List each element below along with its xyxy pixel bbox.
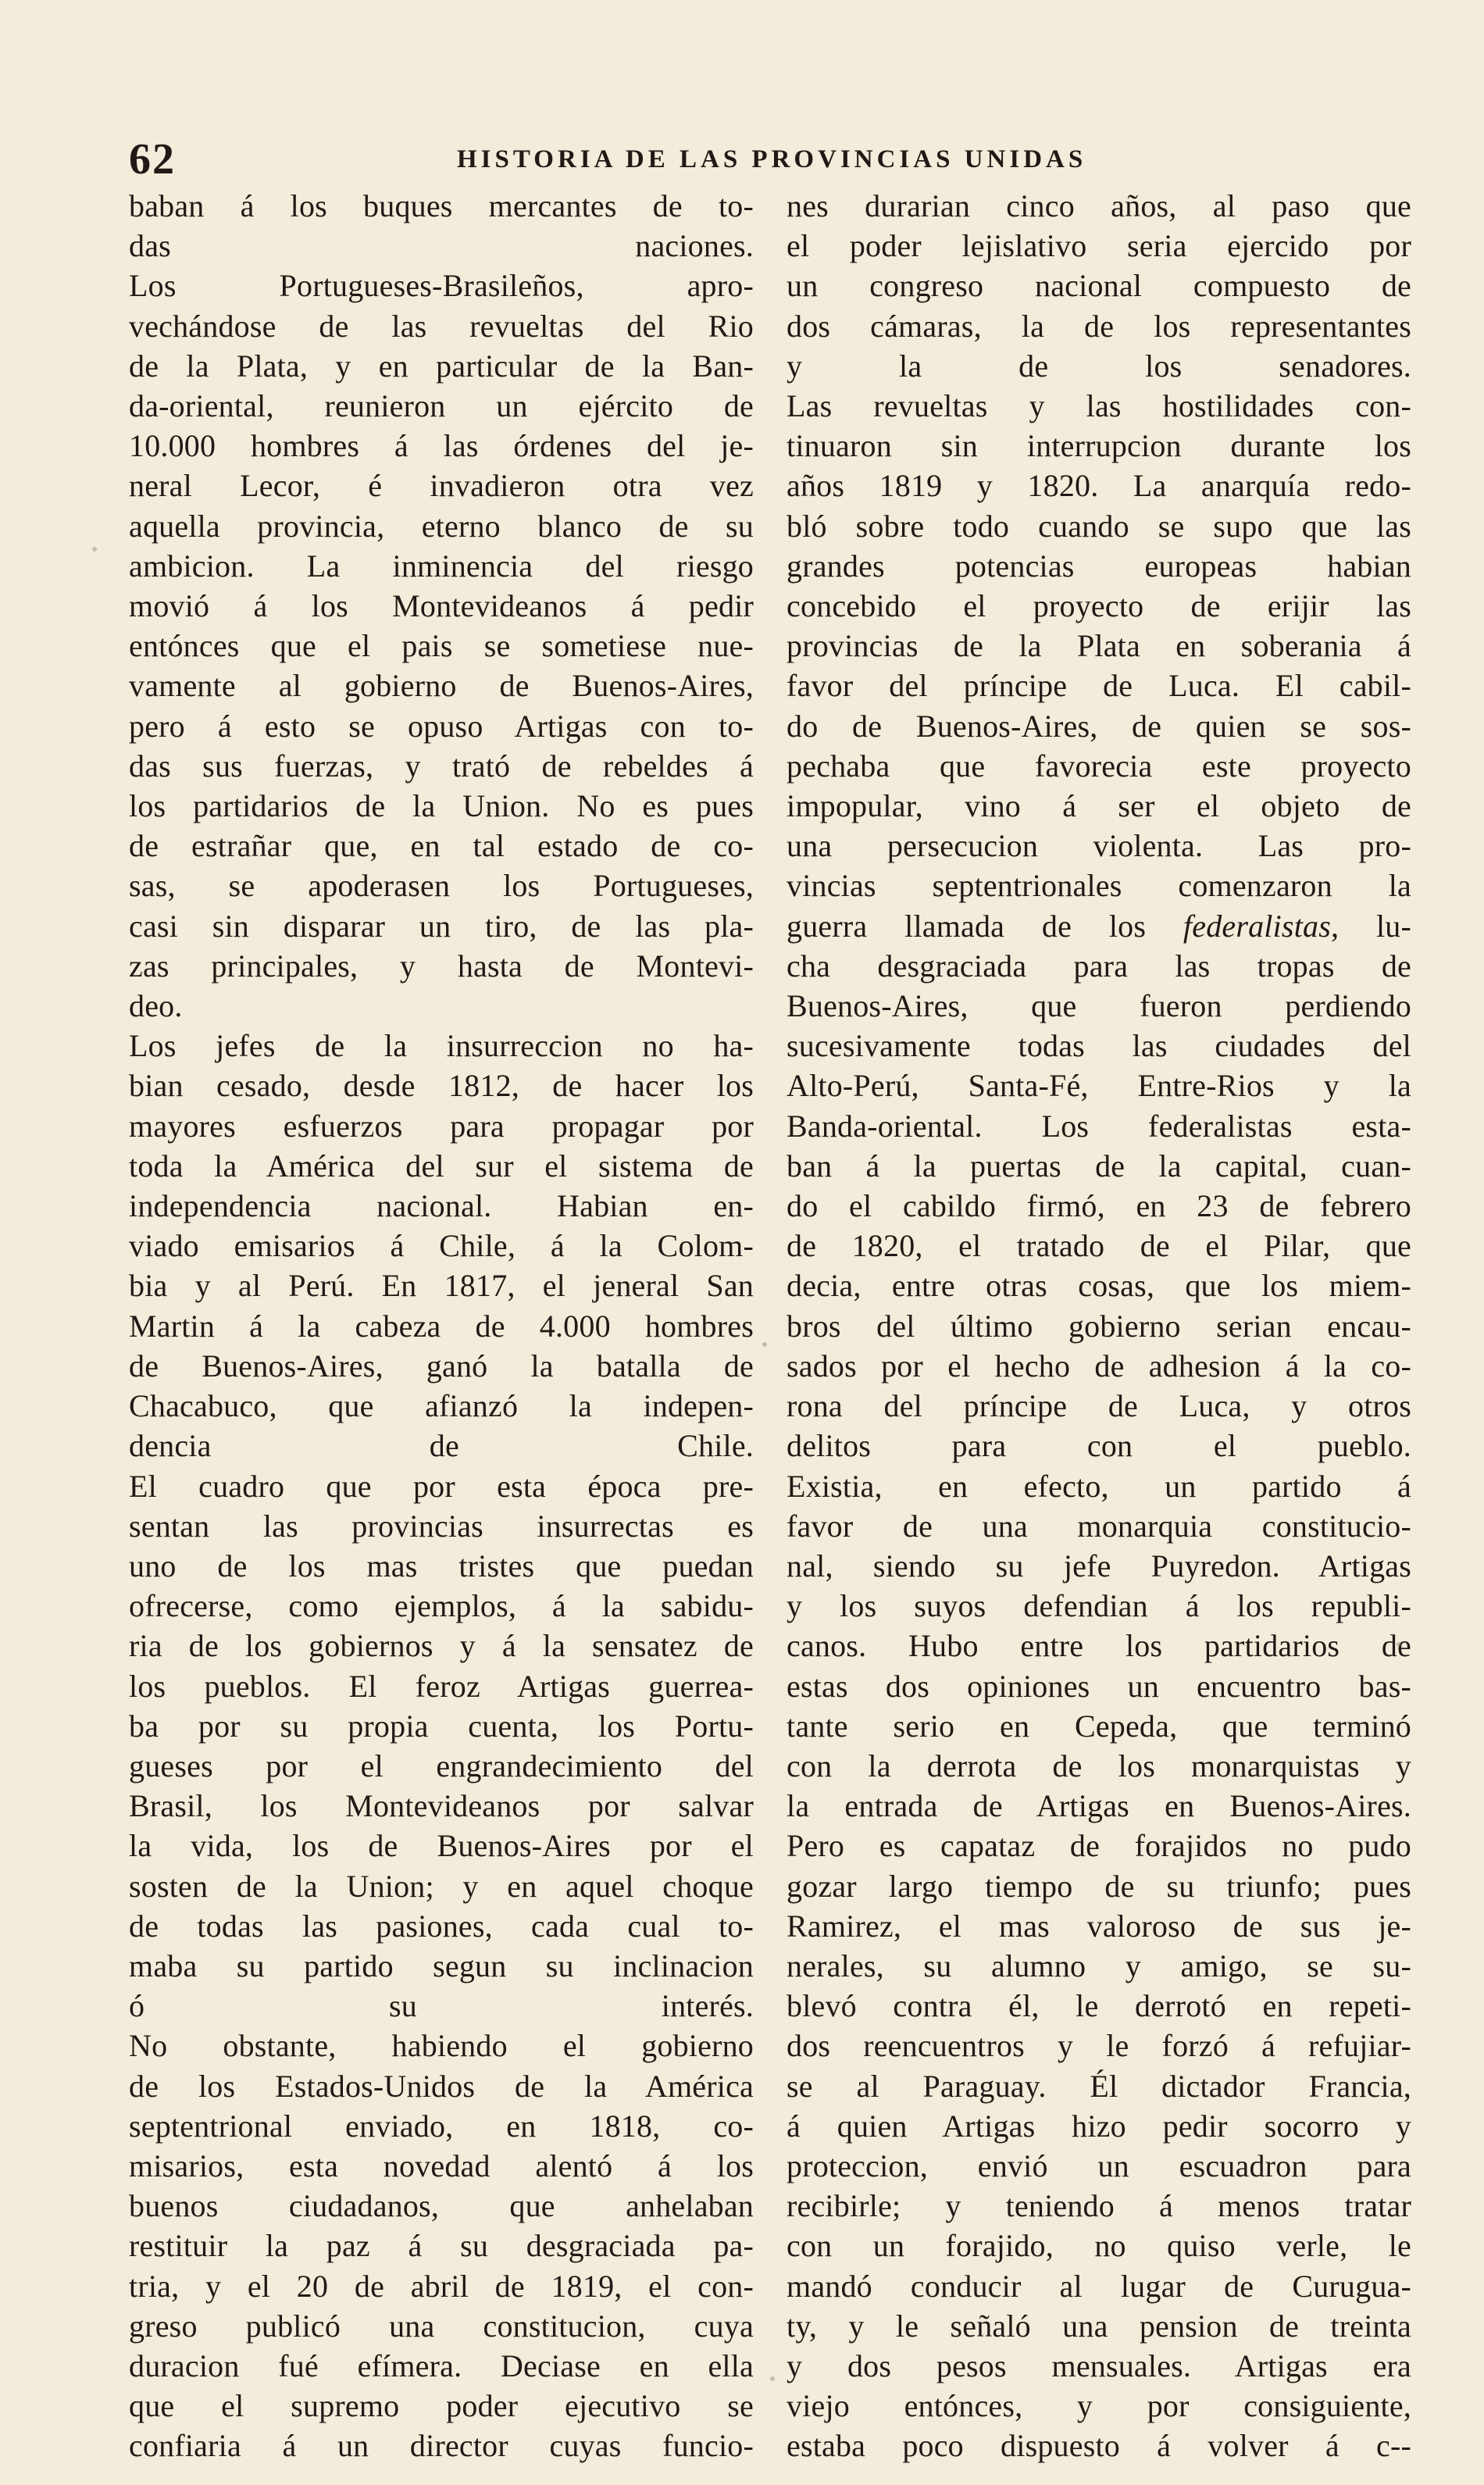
- paragraph: baban á los buques mercantes de to- das naciones.: [129, 188, 754, 264]
- italic-term: federalistas: [1183, 908, 1331, 944]
- page-header: [129, 134, 1371, 184]
- paper-speck: [770, 2376, 775, 2381]
- paragraph: [787, 386, 1411, 1466]
- paragraph: El cuadro que por esta época pre- sentan las provincias insurrectas es uno de los mas tristes que puedan ofrecerse, como ejemplos, á la sabidu- ria de los gobiernos y á la sensatez de los pueblos. El feroz Artigas guerrea- ba por su propia cuenta, los Portu- gueses por el engrandecimiento del Brasil, los Montevideanos por salvar la vida, los de Buenos-Aires por el sosten de la Union; y en aquel choque de todas las pasiones, cada cual to- maba su partido segun su inclinacion ó su interés.: [129, 1468, 754, 2024]
- left-column: [129, 186, 754, 2466]
- page-number: 62: [129, 135, 176, 184]
- paper-speck: [1397, 1642, 1401, 1647]
- paragraph-text: Las revueltas y las hostilidades con- tinuaron sin interrupcion durante los años 1819 y 1820. La anarquía redo- bló sobre todo cuando se supo que las grandes potencias europeas habian concebido el proyecto de erijir las provincias de la Plata en soberania á favor del príncipe de Luca. El cabil- do de Buenos-Aires, de quien se sos- pechaba que favorecia este proyecto impopular, vino á ser el objeto de una persecucion violenta. Las pro- vincias septentrionales comenzaron la guerra llamada de los: [787, 388, 1411, 944]
- paragraph: Existia, en efecto, un partido á favor de una monarquia constitucio- nal, siendo su jefe Puyredon. Artigas y los suyos defendian á los republi- canos. Hubo entre los partidarios de estas dos opiniones un encuentro bas- tante serio en Cepeda, que terminó con la derrota de los monarquistas y la entrada de Artigas en Buenos-Aires. Pero es capataz de forajidos no pudo gozar largo tiempo de su triunfo; pues Ramirez, el mas valoroso de sus je- nerales, su alumno y amigo, se su- blevó contra él, le derrotó en repeti- dos reencuentros y le forzó á refujiar- se al Paraguay. Él dictador Francia, á quien Artigas hizo pedir socorro y proteccion, envió un escuadron para recibirle; y teniendo á menos tratar con un forajido, no quiso verle, le mandó conducir al lugar de Curugua- ty, y le señaló una pension de treinta y dos pesos mensuales. Artigas era viejo entónces, y por consiguiente, estaba poco dispuesto á volver á c--: [787, 1468, 1411, 2464]
- paragraph: Los Portugueses-Brasileños, apro- vechándose de las revueltas del Rio de la Plata, y en particular de la Ban- da-oriental, reunieron un ejército de 10.000 hombres á las órdenes del je- neral Lecor, é invadieron otra vez aquella provincia, eterno blanco de su ambicion. La inminencia del riesgo movió á los Montevideanos á pedir entónces que el pais se sometiese nue- vamente al gobierno de Buenos-Aires, pero á esto se opuso Artigas con to- das sus fuerzas, y trató de rebeldes á los partidarios de la Union. No es pues de estrañar que, en tal estado de co- sas, se apoderasen los Portugueses, casi sin disparar un tiro, de las pla- zas principales, y hasta de Montevi- deo.: [129, 268, 754, 1024]
- paragraph: nes durarian cinco años, al paso que el poder lejislativo seria ejercido por un congreso nacional compuesto de dos cámaras, la de los representantes y la de los senadores.: [787, 188, 1411, 384]
- paragraph: No obstante, habiendo el gobierno de los Estados-Unidos de la América septentrional enviado, en 1818, co- misarios, esta novedad alentó á los buenos ciudadanos, que anhelaban restituir la paz á su desgraciada pa- tria, y el 20 de abril de 1819, el con- greso publicó una constitucion, cuya duracion fué efímera. Deciase en ella que el supremo poder ejecutivo se confiaria á un director cuyas funcio-: [129, 2028, 754, 2464]
- paragraph: Los jefes de la insurreccion no ha- bian cesado, desde 1812, de hacer los mayores esfuerzos para propagar por toda la América del sur el sistema de independencia nacional. Habian en- viado emisarios á Chile, á la Colom- bia y al Perú. En 1817, el jeneral San Martin á la cabeza de 4.000 hombres de Buenos-Aires, ganó la batalla de Chacabuco, que afianzó la indepen- dencia de Chile.: [129, 1028, 754, 1464]
- paper-speck: [762, 1342, 767, 1347]
- running-title: HISTORIA DE LAS PROVINCIAS UNIDAS: [457, 145, 1087, 173]
- right-column: [787, 186, 1411, 2466]
- paper-speck: [92, 547, 97, 552]
- paragraph-text: , lu- cha desgraciada para las tropas de Buenos-Aires, que fueron perdiendo sucesivamente todas las ciudades del Alto-Perú, Santa-Fé, Entre-Rios y la Banda-oriental. Los federalistas esta- ban á la puertas de la capital, cuan- do el cabildo firmó, en 23 de febrero de 1820, el tratado de el Pilar, que decia, entre otras cosas, que los miem- bros del último gobierno serian encau- sados por el hecho de adhesion á la co- rona del príncipe de Luca, y otros delitos para con el pueblo.: [787, 908, 1411, 1464]
